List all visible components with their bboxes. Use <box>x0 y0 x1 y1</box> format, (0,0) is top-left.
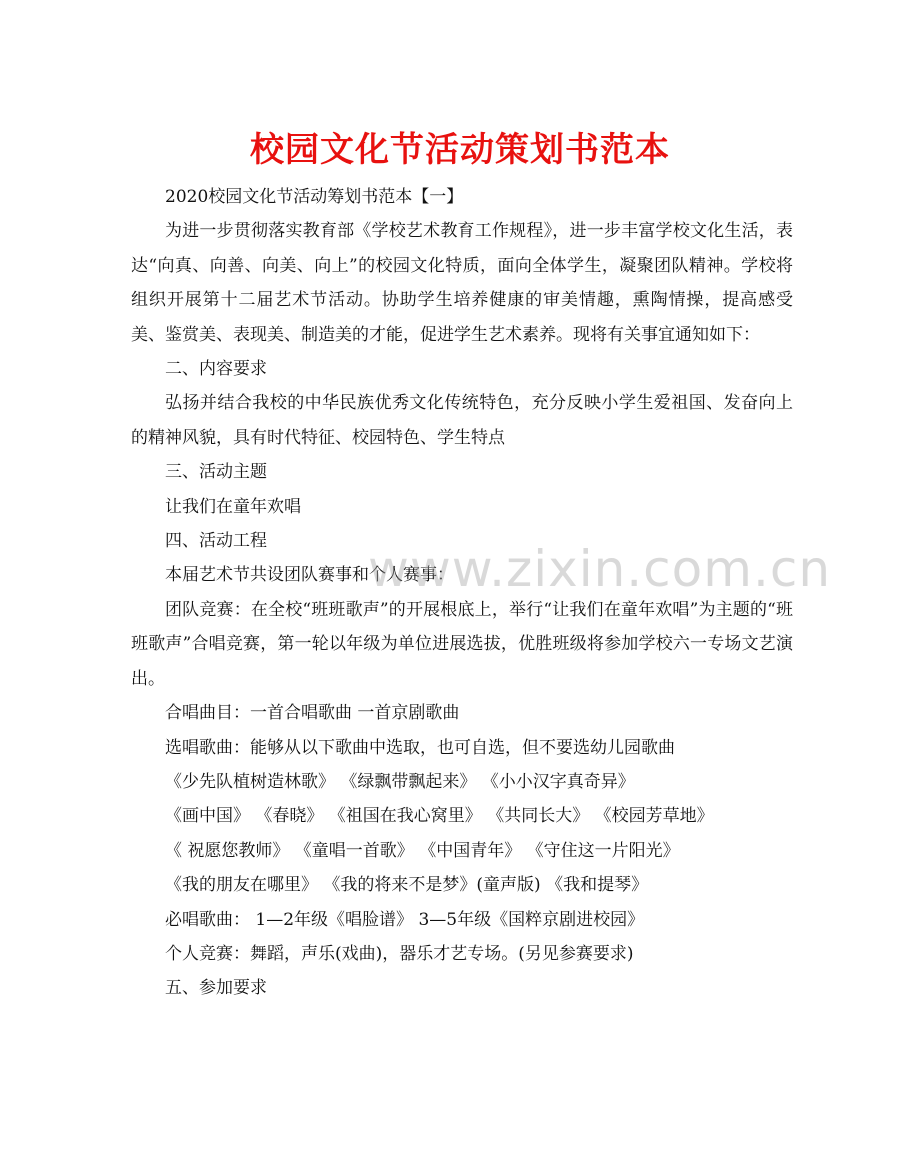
song-list-line: 《 祝愿您教师》 《童唱一首歌》 《中国青年》 《守住这一片阳光》 <box>165 840 680 861</box>
content-paragraph: 合唱曲目：一首合唱歌曲 一首京剧歌曲 <box>165 703 460 724</box>
content-paragraph: 必唱歌曲： 1—2年级《唱脸谱》 3—5年级《国粹京剧进校园》 <box>165 909 645 930</box>
watermark: www.zixin.com.cn <box>368 540 832 598</box>
section-heading: 三、活动主题 <box>165 462 267 483</box>
intro-paragraph: 为进一步贯彻落实教育部《学校艺术教育工作规程》，进一步丰富学校文化生活，表达“向真、向善、向美、向上”的校园文化特质，面向全体学生，凝聚团队精神。学校将组织开展第十二届艺术节活动。协助学生培养健康的审美情趣，熏陶情操，提高感受美、鉴赏美、表现美、制造美的才能，促进学生艺术素养。现将有关事宜通知如下： <box>131 221 793 345</box>
content-paragraph: 让我们在童年欢唱 <box>165 496 301 517</box>
section-heading: 2020校园文化节活动筹划书范本【一】 <box>165 187 464 207</box>
content-paragraph: 个人竞赛：舞蹈，声乐(戏曲)，器乐才艺专场。(另见参赛要求) <box>165 943 634 964</box>
content-paragraph: 本届艺术节共设团队赛事和个人赛事： <box>165 565 454 586</box>
song-list-line: 《少先队植树造林歌》 《绿飘带飘起来》 《小小汉字真奇异》 <box>165 771 635 792</box>
document-body <box>131 180 793 1006</box>
content-paragraph: 团队竞赛：在全校“班班歌声”的开展根底上，举行“让我们在童年欢唱”为主题的“班班歌声”合唱竞赛，第一轮以年级为单位进展选拔，优胜班级将参加学校六一专场文艺演出。 <box>131 599 793 689</box>
section-heading: 二、内容要求 <box>165 359 267 380</box>
document-title: 校园文化节活动策划书范本 <box>250 130 670 170</box>
section-heading: 五、参加要求 <box>165 978 267 999</box>
content-paragraph: 选唱歌曲：能够从以下歌曲中选取，也可自选，但不要选幼儿园歌曲 <box>165 737 675 758</box>
song-list-line: 《画中国》 《春晓》 《祖国在我心窝里》 《共同长大》 《校园芳草地》 <box>165 806 714 827</box>
section-heading: 四、活动工程 <box>165 531 267 552</box>
song-list-line: 《我的朋友在哪里》 《我的将来不是梦》(童声版) 《我和提琴》 <box>165 875 649 896</box>
content-paragraph: 弘扬并结合我校的中华民族优秀文化传统特色，充分反映小学生爱祖国、发奋向上的精神风貌，具有时代特征、校园特色、学生特点 <box>131 393 793 448</box>
